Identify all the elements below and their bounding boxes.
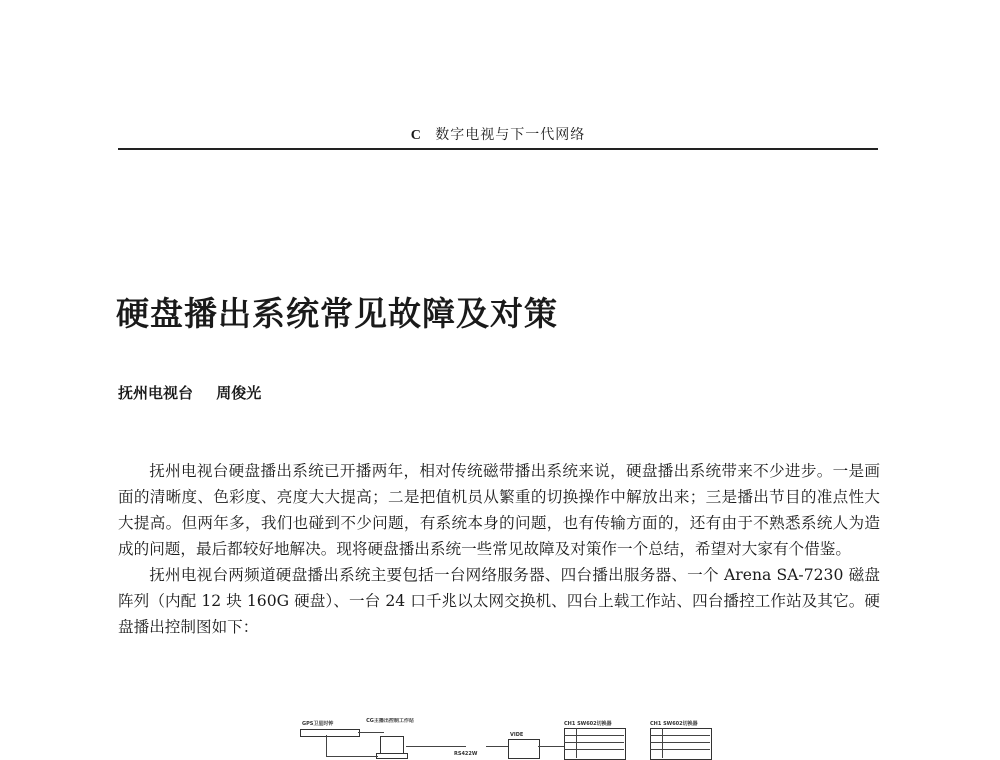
diagram-connector <box>486 746 508 747</box>
diagram-connector <box>406 746 466 747</box>
diagram-ch2-box <box>650 728 712 760</box>
author: 周俊光 <box>216 384 262 402</box>
diagram-cg-base <box>376 753 408 759</box>
control-diagram <box>286 718 726 760</box>
section-title: 数字电视与下一代网络 <box>435 127 586 143</box>
diagram-cg-monitor <box>380 736 404 754</box>
diagram-grid-line <box>650 735 710 736</box>
diagram-connector <box>326 735 327 757</box>
diagram-connector <box>538 746 564 747</box>
diagram-grid-line <box>650 742 710 743</box>
diagram-label-gps: GPS卫星时钟 <box>302 721 334 727</box>
diagram-grid-line <box>662 728 663 758</box>
section-letter: C <box>410 128 422 143</box>
diagram-gps-box <box>300 729 360 737</box>
article-title: 硬盘播出系统常见故障及对策 <box>116 294 558 333</box>
diagram-label-ch1: CH1 SW602切换器 <box>564 721 612 727</box>
body-paragraph: 抚州电视台两频道硬盘播出系统主要包括一台网络服务器、四台播出服务器、一个 Arena SA-7230 磁盘阵列（内配 12 块 160G 硬盘）、一台 24 口千兆以太网交换机、四台上载工作站、四台播控工作站及其它。硬盘播出控制图如下： <box>118 566 880 636</box>
diagram-grid-line <box>650 749 710 750</box>
diagram-label-rs: RS422W <box>454 751 478 757</box>
diagram-label-cg: CG主播出控制工作站 <box>366 718 414 724</box>
body-paragraph: 抚州电视台硬盘播出系统已开播两年，相对传统磁带播出系统来说，硬盘播出系统带来不少进步。一是画面的清晰度、色彩度、亮度大大提高；二是把值机员从繁重的切换操作中解放出来；三是播出节目的准点性大大提高。但两年多，我们也碰到不少问题，有系统本身的问题，也有传输方面的，还有由于不熟悉系统人为造成的问题，最后都较好地解决。现将硬盘播出系统一些常见故障及对策作一个总结，希望对大家有个借鉴。 <box>118 462 880 558</box>
diagram-connector <box>358 732 384 733</box>
affiliation: 抚州电视台 <box>118 384 194 402</box>
running-header <box>118 124 878 146</box>
diagram-connector <box>326 756 378 757</box>
diagram-grid-line <box>564 742 624 743</box>
article-body <box>118 458 880 640</box>
diagram-grid-line <box>564 735 624 736</box>
diagram-grid-line <box>564 749 624 750</box>
diagram-ch1-box <box>564 728 626 760</box>
diagram-label-ch2: CH1 SW602切换器 <box>650 721 698 727</box>
diagram-label-vide: VIDE <box>510 732 524 738</box>
header-rule <box>118 148 878 150</box>
diagram-grid-line <box>576 728 577 758</box>
diagram-vide-box <box>508 739 540 759</box>
byline <box>118 382 261 403</box>
